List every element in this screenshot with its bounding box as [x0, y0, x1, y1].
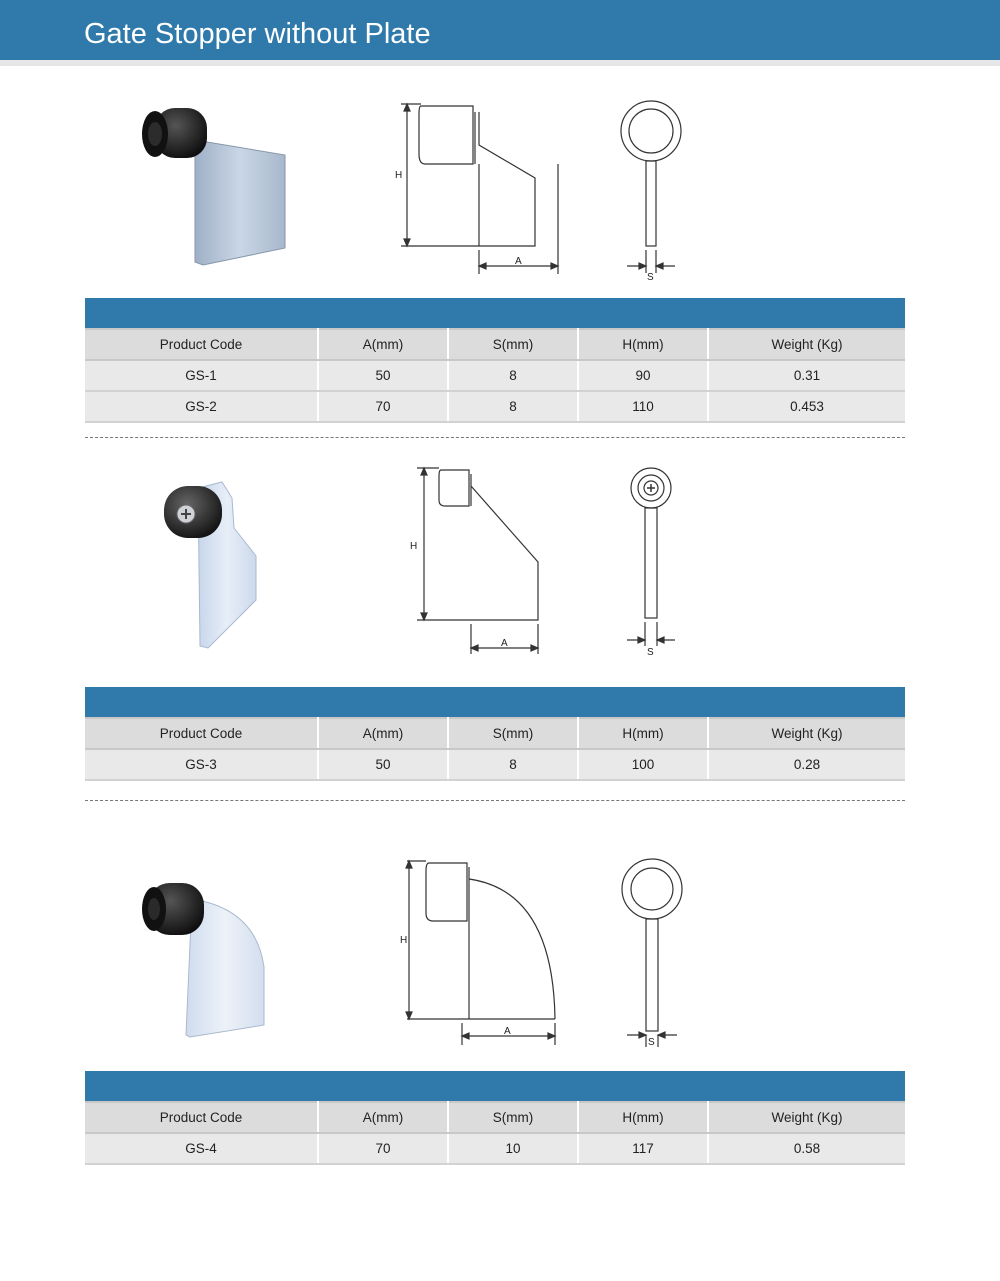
col-header: A(mm) [318, 1102, 448, 1133]
section-band [85, 1071, 905, 1101]
cell-product-code: GS-3 [85, 749, 318, 780]
col-header: Weight (Kg) [708, 718, 905, 749]
section-band [85, 687, 905, 717]
cell-s: 8 [448, 749, 578, 780]
cell-h: 117 [578, 1133, 708, 1164]
front-drawing-gs1 [615, 98, 690, 283]
spec-table-1 [85, 328, 905, 423]
spec-table-2 [85, 717, 905, 781]
table-row [85, 1133, 905, 1164]
table-row [85, 749, 905, 780]
col-header: S(mm) [448, 329, 578, 360]
cell-s: 8 [448, 391, 578, 422]
cell-s: 8 [448, 360, 578, 391]
cell-a: 70 [318, 1133, 448, 1164]
cell-s: 10 [448, 1133, 578, 1164]
col-header: Weight (Kg) [708, 1102, 905, 1133]
side-drawing-gs4 [393, 855, 568, 1050]
cell-product-code: GS-4 [85, 1133, 318, 1164]
cell-weight: 0.453 [708, 391, 905, 422]
cell-product-code: GS-2 [85, 391, 318, 422]
dim-label-h: H [395, 170, 403, 181]
dim-label-a: A [501, 638, 508, 649]
cell-a: 50 [318, 360, 448, 391]
cell-h: 90 [578, 360, 708, 391]
dim-label-s: S [647, 272, 654, 283]
dim-label-a: A [515, 256, 522, 267]
product-photo-gs4 [128, 875, 278, 1045]
col-header: Weight (Kg) [708, 329, 905, 360]
front-drawing-gs4 [615, 855, 690, 1055]
spec-table-3 [85, 1101, 905, 1165]
front-drawing-gs3 [615, 462, 690, 662]
table-row [85, 360, 905, 391]
table-row [85, 391, 905, 422]
cell-product-code: GS-1 [85, 360, 318, 391]
section-divider [85, 800, 905, 801]
col-header: A(mm) [318, 329, 448, 360]
table-header-row [85, 329, 905, 360]
col-header: A(mm) [318, 718, 448, 749]
page-title: Gate Stopper without Plate [84, 18, 431, 50]
dim-label-s: S [648, 1037, 655, 1048]
cell-a: 50 [318, 749, 448, 780]
col-header: S(mm) [448, 1102, 578, 1133]
section-divider [85, 437, 905, 438]
side-drawing-gs3 [405, 462, 555, 657]
side-drawing-gs1 [395, 98, 570, 283]
dim-label-h: H [410, 541, 418, 552]
product-photo-gs1 [125, 100, 305, 275]
dim-label-a: A [504, 1026, 511, 1037]
col-header: Product Code [85, 1102, 318, 1133]
table-header-row [85, 1102, 905, 1133]
dim-label-s: S [647, 647, 654, 658]
col-header: H(mm) [578, 329, 708, 360]
product-photo-gs3 [150, 470, 290, 655]
col-header: Product Code [85, 718, 318, 749]
page-header [0, 0, 1000, 66]
cell-weight: 0.31 [708, 360, 905, 391]
dim-label-h: H [400, 935, 408, 946]
cell-weight: 0.58 [708, 1133, 905, 1164]
col-header: H(mm) [578, 718, 708, 749]
section-band [85, 298, 905, 328]
col-header: S(mm) [448, 718, 578, 749]
cell-h: 110 [578, 391, 708, 422]
cell-h: 100 [578, 749, 708, 780]
cell-weight: 0.28 [708, 749, 905, 780]
col-header: Product Code [85, 329, 318, 360]
cell-a: 70 [318, 391, 448, 422]
col-header: H(mm) [578, 1102, 708, 1133]
table-header-row [85, 718, 905, 749]
